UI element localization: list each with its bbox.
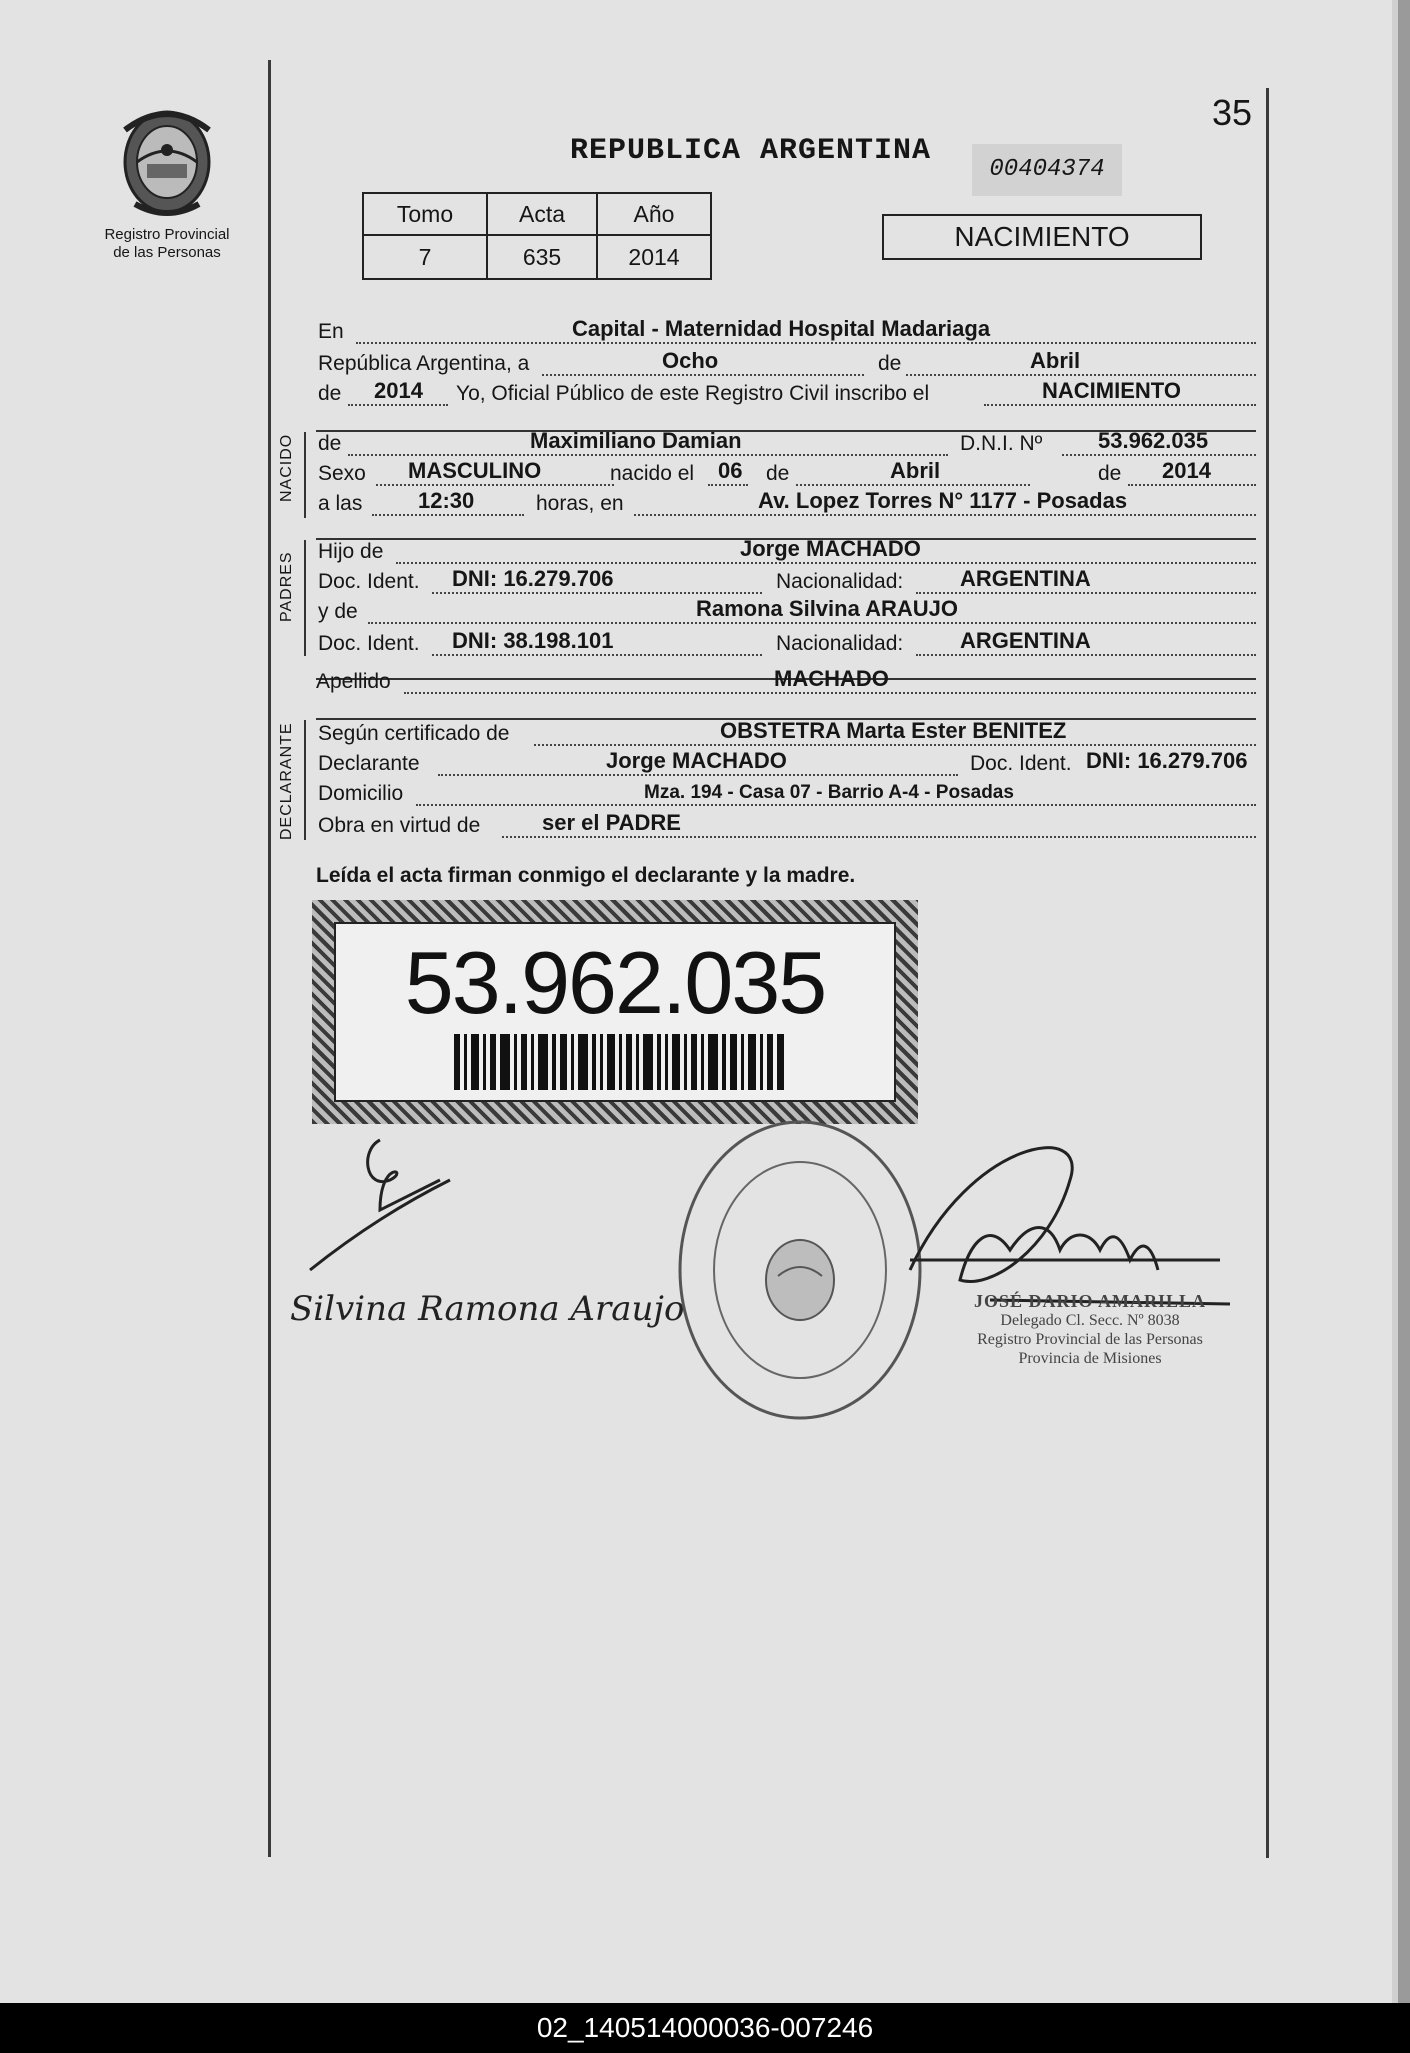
form-row-mother [316, 596, 1256, 626]
label-apellido: Apellido [316, 670, 391, 693]
label-en: En [318, 320, 344, 343]
label-horas: horas, en [536, 492, 624, 515]
value-obra: ser el PADRE [542, 810, 681, 835]
signatures-area [270, 1120, 1270, 1440]
value-month: Abril [1030, 348, 1081, 373]
official-signature [910, 1148, 1230, 1304]
value-domicilio: Mza. 194 - Casa 07 - Barrio A-4 - Posadas [644, 782, 1014, 803]
form-row-sex [316, 458, 1256, 488]
coat-of-arms-icon [107, 100, 227, 220]
label-de-name: de [318, 432, 342, 455]
value-declarante: Jorge MACHADO [606, 748, 787, 773]
form-row-time [316, 488, 1256, 518]
label-sexo: Sexo [318, 462, 366, 485]
official-stamp [940, 1292, 1240, 1368]
dni-sticker [312, 900, 918, 1124]
section-label-declarante: DECLARANTE [278, 722, 295, 840]
label-nac-mother: Nacionalidad: [776, 632, 904, 655]
value-day-word: Ocho [662, 348, 719, 373]
table-header-ano: Año [597, 193, 711, 235]
official-name: JOSÉ DARIO AMARILLA [973, 1291, 1207, 1311]
value-mother: Ramona Silvina ARAUJO [696, 596, 959, 621]
label-nacido-el: nacido el [610, 462, 695, 485]
mother-signature: Silvina Ramona Araujo [290, 1289, 685, 1329]
label-oficial: Yo, Oficial Público de este Registro Civil inscribo el [456, 382, 930, 405]
value-father-nat: ARGENTINA [960, 566, 1091, 591]
label-hijo-de: Hijo de [318, 540, 384, 563]
form-row-date [316, 348, 1256, 378]
value-place: Capital - Maternidad Hospital Madariaga [572, 316, 991, 341]
table-header-tomo: Tomo [363, 193, 487, 235]
value-time: 12:30 [418, 488, 475, 513]
image-caption: 02_140514000036-007246 [0, 2003, 1410, 2053]
table-cell-acta: 635 [487, 235, 597, 279]
label-dni: D.N.I. Nº [960, 432, 1043, 455]
label-de-birth-year: de [1098, 462, 1122, 485]
form-row-certificado [316, 718, 1256, 748]
form-row-mother-doc [316, 628, 1256, 658]
left-margin-line [268, 60, 271, 1857]
table-header-acta: Acta [487, 193, 597, 235]
table-cell-ano: 2014 [597, 235, 711, 279]
label-de-month: de [766, 462, 790, 485]
official-province: Provincia de Misiones [1018, 1350, 1162, 1367]
form-row-apellido [316, 666, 1256, 696]
declarant-signature [310, 1140, 450, 1270]
value-birth-place: Av. Lopez Torres N° 1177 - Posadas [758, 488, 1128, 513]
official-registry: Registro Provincial de las Personas [977, 1331, 1203, 1348]
value-sexo: MASCULINO [408, 458, 542, 483]
closing-statement: Leída el acta firman conmigo el declarante y la madre. [316, 864, 856, 887]
dni-sticker-number: 53.962.035 [404, 933, 826, 1032]
label-certificado: Según certificado de [318, 722, 510, 745]
form-row-father-doc [316, 566, 1256, 596]
form-row-domicilio [316, 778, 1256, 808]
serial-number: 00404374 [972, 144, 1122, 196]
label-republica: República Argentina, a [318, 352, 530, 375]
section-label-padres: PADRES [278, 551, 295, 622]
label-doc-father: Doc. Ident. [318, 570, 420, 593]
registry-table [362, 192, 712, 280]
official-title: Delegado Cl. Secc. Nº 8038 [1000, 1312, 1180, 1329]
value-birth-month: Abril [890, 458, 941, 483]
label-obra: Obra en virtud de [318, 814, 481, 837]
label-de-year: de [318, 382, 342, 405]
document-heading: REPUBLICA ARGENTINA [570, 134, 932, 168]
logo-text-line1: Registro Provincial [104, 226, 230, 243]
label-a-las: a las [318, 492, 363, 515]
value-father-doc: DNI: 16.279.706 [452, 566, 614, 591]
official-seal-icon [680, 1122, 920, 1418]
record-type-box: NACIMIENTO [882, 214, 1202, 260]
right-margin-line [1266, 88, 1269, 1858]
value-apellido: MACHADO [774, 666, 889, 691]
value-mother-nat: ARGENTINA [960, 628, 1091, 653]
value-birth-year: 2014 [1162, 458, 1211, 483]
form-row-place [316, 316, 1256, 346]
value-certificado: OBSTETRA Marta Ester BENITEZ [720, 718, 1067, 743]
form-row-name [316, 428, 1256, 458]
value-father: Jorge MACHADO [740, 536, 921, 561]
form-row-father [316, 536, 1256, 566]
value-year: 2014 [374, 378, 423, 403]
label-de: de [878, 352, 902, 375]
label-declarante: Declarante [318, 752, 420, 775]
value-mother-doc: DNI: 38.198.101 [452, 628, 614, 653]
label-y-de: y de [318, 600, 358, 623]
form-row-obra [316, 810, 1256, 840]
value-birth-day: 06 [718, 458, 743, 483]
label-domicilio: Domicilio [318, 782, 404, 805]
form-row-year [316, 378, 1256, 408]
label-nac-father: Nacionalidad: [776, 570, 904, 593]
value-declarante-doc: DNI: 16.279.706 [1086, 748, 1248, 773]
form-row-declarante [316, 748, 1256, 778]
barcode-icon [454, 1034, 784, 1090]
value-dni: 53.962.035 [1098, 428, 1209, 453]
label-doc-declarante: Doc. Ident. [970, 752, 1072, 775]
signature-marks-icon [270, 1120, 1270, 1440]
value-name: Maximiliano Damian [530, 428, 742, 453]
page-number: 35 [1212, 92, 1253, 133]
label-doc-mother: Doc. Ident. [318, 632, 420, 655]
value-inscribe-type: NACIMIENTO [1042, 378, 1181, 403]
section-label-nacido: NACIDO [278, 433, 295, 502]
registry-logo [92, 100, 242, 262]
table-cell-tomo: 7 [363, 235, 487, 279]
logo-text-line2: de las Personas [113, 244, 221, 261]
